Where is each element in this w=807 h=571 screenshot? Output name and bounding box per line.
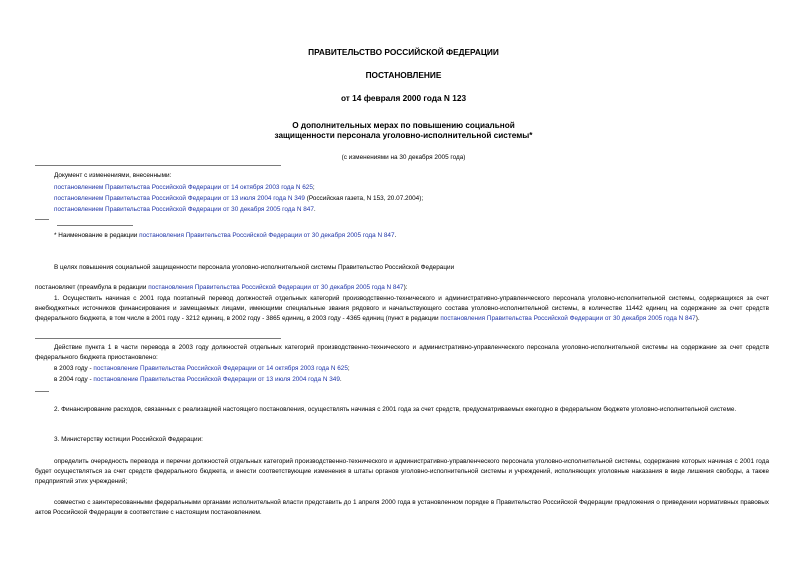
government-heading: ПРАВИТЕЛЬСТВО РОССИЙСКОЙ ФЕДЕРАЦИИ (308, 47, 499, 57)
document-date-number: от 14 февраля 2000 года N 123 (340, 93, 467, 103)
footnote-link[interactable]: постановления Правительства Российской Федерации от 30 декабря 2005 года N 847 (139, 232, 395, 239)
footnote-divider (57, 225, 133, 226)
document-title-line-1: О дополнительных мерах по повышению социальной (292, 121, 515, 130)
amendment-item: постановлением Правительства Российской Федерации от 14 октября 2003 года N 625; (54, 184, 315, 191)
divider (35, 219, 49, 220)
amendments-intro: Документ с изменениями, внесенными: (54, 172, 172, 179)
amendment-link[interactable]: постановлением Правительства Российской Федерации от 30 декабря 2005 года N 847 (54, 206, 314, 213)
suspension-note: Действие пункта 1 в части перевода в 2003 году должностей отдельных категорий производственно-технического и административно-управленческого персонала уголовно-исполнительной системы на содержание за счет средств федерального бюджета приостановлено: (35, 344, 769, 361)
suspension-2003-link[interactable]: постановление Правительства Российской Федерации от 14 октября 2003 года N 625 (93, 365, 348, 372)
paragraph-2: 2. Финансирование расходов, связанных с реализацией настоящего постановления, осуществлять начиная с 2001 года за счет средств, предусматриваемых ежегодно в федеральном бюджете уголовно-исполнительной системе. (54, 406, 737, 413)
divider (35, 338, 281, 339)
amendment-item: постановлением Правительства Российской Федерации от 30 декабря 2005 года N 847. (54, 206, 316, 213)
divider (35, 391, 49, 392)
changes-note: (с изменениями на 30 декабря 2005 года) (341, 154, 466, 161)
document-type: ПОСТАНОВЛЕНИЕ (365, 70, 442, 80)
paragraph-3-item-2: совместно с заинтересованными федеральными органами исполнительной власти представить до 1 апреля 2000 года в установленном порядке в Правительство Российской Федерации предложения о приведении нормативных правовых актов Российской Федерации в соответствие с настоящим постановлением. (35, 499, 769, 516)
preamble-link[interactable]: постановления Правительства Российской Федерации от 30 декабря 2005 года N 847 (148, 284, 404, 291)
paragraph-1: 1. Осуществить начиная с 2001 года поэтапный перевод должностей отдельных категорий производственно-технического и административно-управленческого персонала уголовно-исполнительной системы, содержащихся за счет внебюджетных источников финансирования и замещаемых лицами, имеющими специальные звания рядового и начальствующего состава уголовно-исполнительной системы, в количестве 11442 единиц на содержание за счет средств федерального бюджета, в том числе в 2001 году - 3212 единиц, в 2002 году - 3865 единиц, в 2003 году - 4365 единиц (пункт в редакции постановления Правительства Российской Федерации от 30 декабря 2005 года N 847). (35, 295, 769, 322)
paragraph-3: 3. Министерству юстиции Российской Федерации: (54, 436, 203, 443)
footnote: * Наименование в редакции постановления Правительства Российской Федерации от 30 декабря 2005 года N 847. (54, 232, 397, 239)
preamble-line-1: В целях повышения социальной защищенности персонала уголовно-исполнительной системы Правительство Российской Федерации (54, 264, 455, 271)
suspension-2004: в 2004 году - постановление Правительства Российской Федерации от 13 июля 2004 года N 349. (54, 376, 342, 383)
suspension-2003: в 2003 году - постановление Правительства Российской Федерации от 14 октября 2003 года N 625; (54, 365, 350, 372)
amendment-link[interactable]: постановлением Правительства Российской Федерации от 13 июля 2004 года N 349 (54, 195, 305, 202)
paragraph-3-item-1: определить очередность перевода и перечни должностей отдельных категорий производственно-технического и административно-управленческого персонала уголовно-исполнительной системы, содержание которых начиная с 2001 года будет осуществляться за счет средств федерального бюджета, и внести соответствующие изменения в штаты органов уголовно-исполнительной системы и учреждений, исполняющих уголовные наказания в виде лишения свободы, а также предприятий этих учреждений; (35, 458, 769, 485)
suspension-2004-link[interactable]: постановление Правительства Российской Федерации от 13 июля 2004 года N 349 (93, 376, 340, 383)
paragraph-1-link[interactable]: постановления Правительства Российской Федерации от 30 декабря 2005 года N 847 (440, 315, 696, 322)
amendment-item: постановлением Правительства Российской Федерации от 13 июля 2004 года N 349 (Российская газета, N 153, 20.07.2004); (54, 195, 424, 202)
document-title-line-2: защищенности персонала уголовно-исполнительной системы* (274, 131, 533, 140)
divider (35, 165, 281, 166)
amendment-link[interactable]: постановлением Правительства Российской Федерации от 14 октября 2003 года N 625 (54, 184, 313, 191)
preamble-line-2: постановляет (преамбула в редакции постановления Правительства Российской Федерации от 30 декабря 2005 года N 847): (35, 284, 408, 291)
